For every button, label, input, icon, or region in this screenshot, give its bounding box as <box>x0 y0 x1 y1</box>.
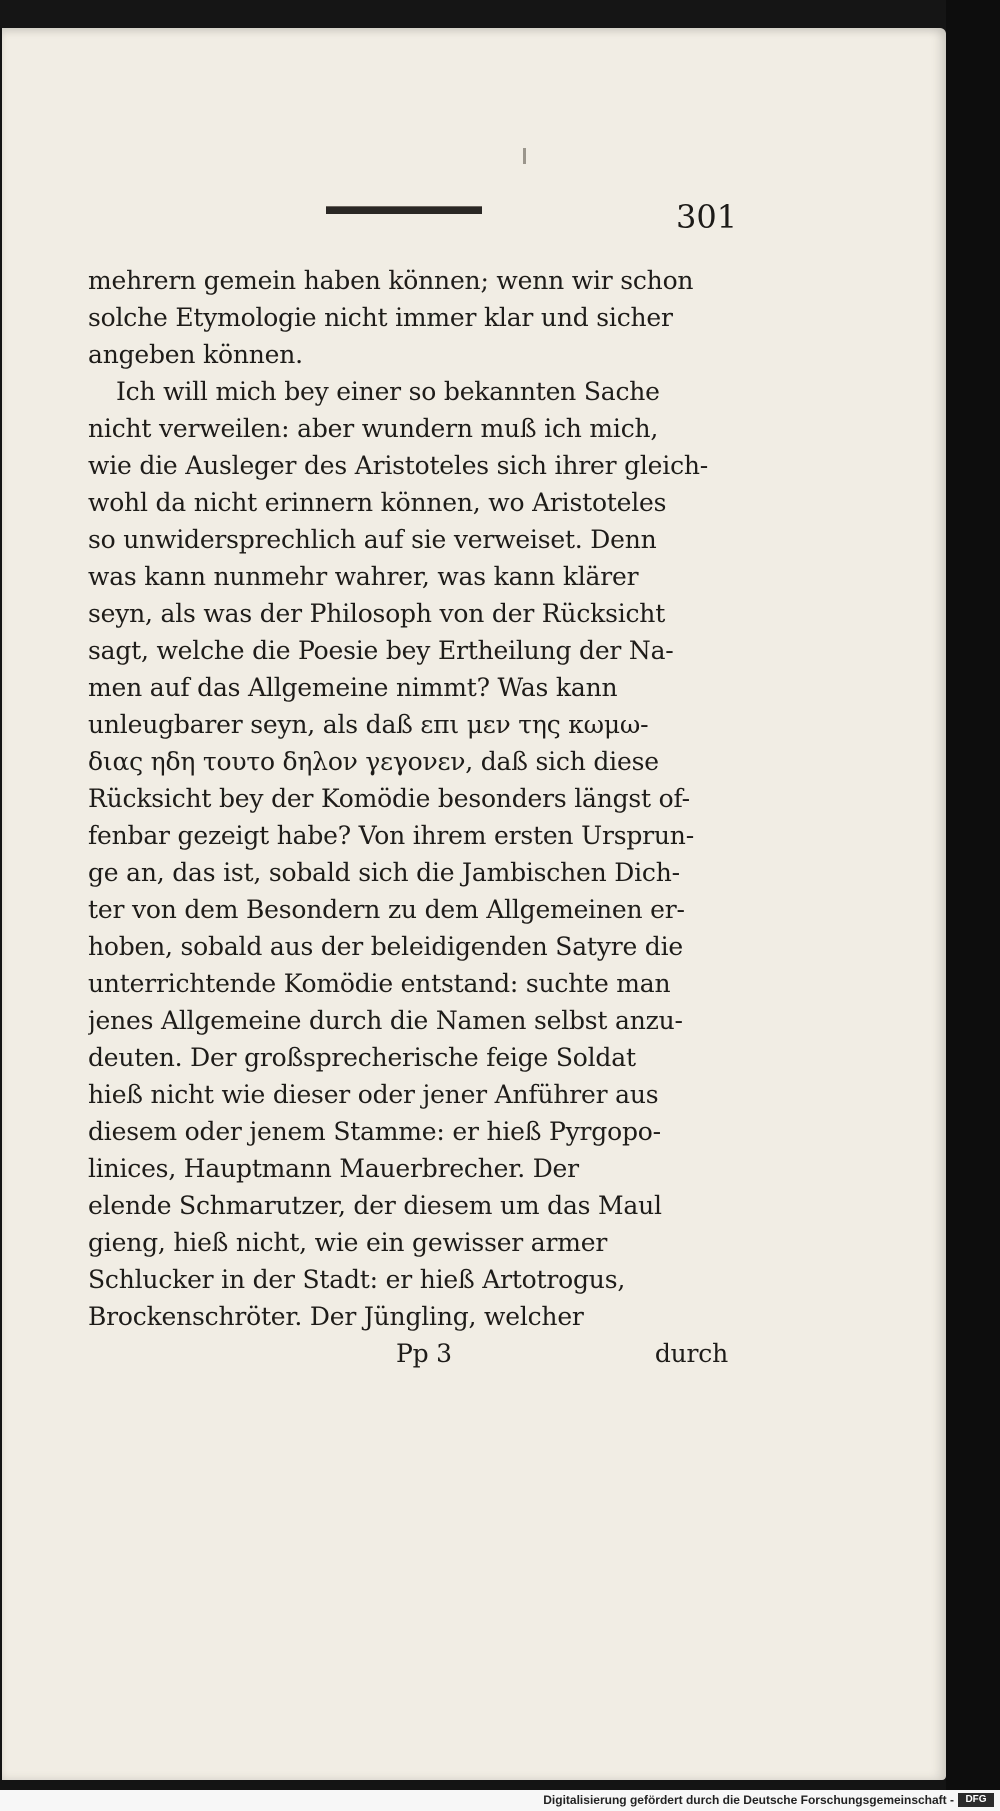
text-line: so unwidersprechlich auf sie verweiset. Denn <box>88 525 657 554</box>
signature-mark: Pp 3 <box>396 1339 452 1368</box>
text-line: solche Etymologie nicht immer klar und sicher <box>88 303 673 332</box>
text-line: angeben können. <box>88 340 303 369</box>
text-line: wie die Ausleger des Aristoteles sich ihrer gleich- <box>88 451 709 480</box>
text-line: hoben, sobald aus der beleidigenden Satyre die <box>88 932 683 961</box>
scan-top-border <box>0 0 1000 30</box>
text-line: nicht verweilen: aber wundern muß ich mich, <box>88 414 659 443</box>
footer-line <box>88 1335 728 1372</box>
text-line: diesem oder jenem Stamme: er hieß Pyrgopo- <box>88 1117 661 1146</box>
dfg-logo: DFG <box>958 1793 994 1807</box>
text-line: deuten. Der großsprecherische feige Soldat <box>88 1043 636 1072</box>
text-line: jenes Allgemeine durch die Namen selbst anzu- <box>88 1006 683 1035</box>
text-line: Brockenschröter. Der Jüngling, welcher <box>88 1302 584 1331</box>
catchword: durch <box>654 1339 728 1368</box>
text-line: Schlucker in der Stadt: er hieß Artotrogus, <box>88 1265 626 1294</box>
text-line: sagt, welche die Poesie bey Ertheilung der Na- <box>88 636 674 665</box>
text-line: fenbar gezeigt habe? Von ihrem ersten Ursprun- <box>88 821 694 850</box>
text-line: unleugbarer seyn, als daß επι μεν της κωμω- <box>88 710 649 739</box>
text-line: ge an, das ist, sobald sich die Jambischen Dich- <box>88 858 680 887</box>
page-mark <box>523 148 526 164</box>
funding-credit: Digitalisierung gefördert durch die Deutsche Forschungsgemeinschaft - <box>543 1793 954 1807</box>
text-line: ter von dem Besondern zu dem Allgemeinen er- <box>88 895 685 924</box>
page-body <box>88 262 728 1372</box>
digitization-footer <box>0 1790 1000 1811</box>
page-number: 301 <box>676 198 738 236</box>
scan-right-border <box>946 0 1000 1790</box>
header-rule <box>326 206 482 214</box>
text-line: men auf das Allgemeine nimmt? Was kann <box>88 673 618 702</box>
text-line: elende Schmarutzer, der diesem um das Maul <box>88 1191 662 1220</box>
text-line: Rücksicht bey der Komödie besonders längst of- <box>88 784 690 813</box>
text-line: linices, Hauptmann Mauerbrecher. Der <box>88 1154 579 1183</box>
text-line: Ich will mich bey einer so bekannten Sache <box>116 377 660 406</box>
text-line: gieng, hieß nicht, wie ein gewisser armer <box>88 1228 608 1257</box>
text-line: διας ηδη τουτο δηλον γεγονεν, daß sich diese <box>88 747 659 776</box>
text-line: hieß nicht wie dieser oder jener Anführer aus <box>88 1080 659 1109</box>
text-line: mehrern gemein haben können; wenn wir schon <box>88 266 694 295</box>
text-line: was kann nunmehr wahrer, was kann klärer <box>88 562 639 591</box>
text-line: unterrichtende Komödie entstand: suchte man <box>88 969 671 998</box>
text-line: wohl da nicht erinnern können, wo Aristoteles <box>88 488 667 517</box>
text-line: seyn, als was der Philosoph von der Rücksicht <box>88 599 666 628</box>
